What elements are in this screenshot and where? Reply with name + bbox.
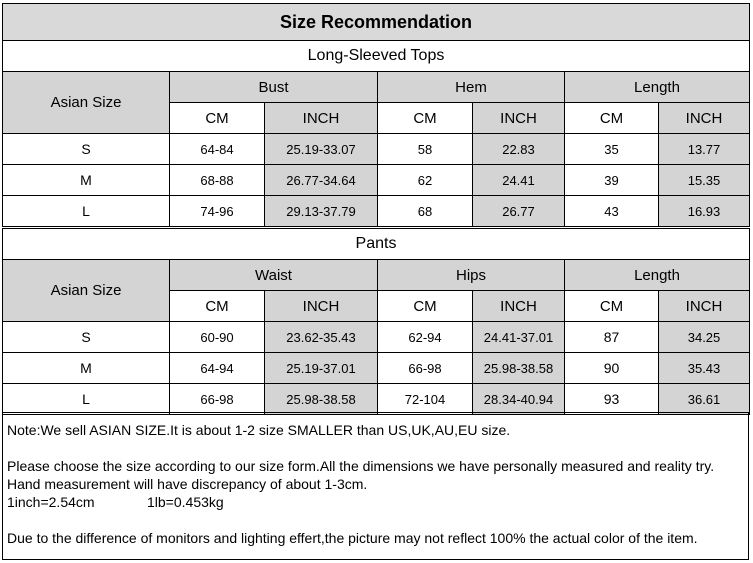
- pants-unit-inch: INCH: [473, 291, 565, 322]
- bust-inch-cell: 25.19-33.07: [265, 134, 378, 165]
- table-row: [3, 165, 750, 196]
- length-cm-cell: 35: [565, 134, 659, 165]
- pants-group-hips: Hips: [378, 260, 565, 291]
- length-inch-cell: 34.25: [659, 322, 750, 353]
- waist-inch-cell: 25.19-37.01: [265, 353, 378, 384]
- pants-unit-cm: CM: [378, 291, 473, 322]
- hips-inch-cell: 28.34-40.94: [473, 384, 565, 415]
- table-row: [3, 384, 750, 415]
- size-cell: L: [3, 384, 170, 415]
- waist-inch-cell: 25.98-38.58: [265, 384, 378, 415]
- hem-cm-cell: 68: [378, 196, 473, 227]
- table-row: [3, 322, 750, 353]
- hem-cm-cell: 62: [378, 165, 473, 196]
- bust-cm-cell: 68-88: [170, 165, 265, 196]
- bust-cm-cell: 74-96: [170, 196, 265, 227]
- size-cell: S: [3, 134, 170, 165]
- tops-unit-cm: CM: [378, 103, 473, 134]
- pants-group-length: Length: [565, 260, 750, 291]
- pants-unit-inch: INCH: [659, 291, 750, 322]
- tops-unit-inch: INCH: [265, 103, 378, 134]
- color-disclaimer-note: Due to the difference of monitors and lighting effert,the picture may not reflect 100% the actual color of the item.: [7, 530, 698, 546]
- size-cell: S: [3, 322, 170, 353]
- length-cm-cell: 39: [565, 165, 659, 196]
- inch-conversion: 1inch=2.54cm: [7, 494, 95, 510]
- size-notes: [2, 412, 749, 560]
- pants-size-table: [2, 228, 750, 415]
- bust-cm-cell: 64-84: [170, 134, 265, 165]
- tops-group-length: Length: [565, 72, 750, 103]
- measurement-discrepancy-note: Hand measurement will have discrepancy of about 1-3cm.: [7, 476, 368, 492]
- size-cell: M: [3, 353, 170, 384]
- length-cm-cell: 93: [565, 384, 659, 415]
- table-row: [3, 196, 750, 227]
- pants-unit-inch: INCH: [265, 291, 378, 322]
- lb-conversion: 1lb=0.453kg: [147, 494, 224, 510]
- size-cell: M: [3, 165, 170, 196]
- length-inch-cell: 13.77: [659, 134, 750, 165]
- asian-size-note: Note:We sell ASIAN SIZE.It is about 1-2 size SMALLER than US,UK,AU,EU size.: [7, 422, 511, 438]
- length-inch-cell: 35.43: [659, 353, 750, 384]
- pants-group-waist: Waist: [170, 260, 378, 291]
- unit-conversion-note: [7, 493, 748, 511]
- tops-size-table: [2, 3, 750, 227]
- pants-unit-cm: CM: [565, 291, 659, 322]
- waist-cm-cell: 66-98: [170, 384, 265, 415]
- pants-size-header: Asian Size: [3, 260, 170, 322]
- length-cm-cell: 90: [565, 353, 659, 384]
- hips-cm-cell: 66-98: [378, 353, 473, 384]
- tops-unit-inch: INCH: [659, 103, 750, 134]
- tops-unit-cm: CM: [565, 103, 659, 134]
- table-row: [3, 134, 750, 165]
- waist-cm-cell: 60-90: [170, 322, 265, 353]
- pants-section-heading: Pants: [3, 229, 750, 260]
- table-row: [3, 353, 750, 384]
- length-cm-cell: 43: [565, 196, 659, 227]
- tops-group-bust: Bust: [170, 72, 378, 103]
- length-inch-cell: 36.61: [659, 384, 750, 415]
- waist-inch-cell: 23.62-35.43: [265, 322, 378, 353]
- waist-cm-cell: 64-94: [170, 353, 265, 384]
- hem-inch-cell: 22.83: [473, 134, 565, 165]
- hips-cm-cell: 62-94: [378, 322, 473, 353]
- tops-unit-cm: CM: [170, 103, 265, 134]
- hips-cm-cell: 72-104: [378, 384, 473, 415]
- tops-group-hem: Hem: [378, 72, 565, 103]
- hips-inch-cell: 25.98-38.58: [473, 353, 565, 384]
- size-cell: L: [3, 196, 170, 227]
- hem-cm-cell: 58: [378, 134, 473, 165]
- tops-section-heading: Long-Sleeved Tops: [3, 41, 750, 72]
- size-form-note: Please choose the size according to our size form.All the dimensions we have personally measured and reality try.: [7, 458, 715, 474]
- hem-inch-cell: 26.77: [473, 196, 565, 227]
- length-inch-cell: 16.93: [659, 196, 750, 227]
- hem-inch-cell: 24.41: [473, 165, 565, 196]
- hips-inch-cell: 24.41-37.01: [473, 322, 565, 353]
- bust-inch-cell: 26.77-34.64: [265, 165, 378, 196]
- bust-inch-cell: 29.13-37.79: [265, 196, 378, 227]
- pants-unit-cm: CM: [170, 291, 265, 322]
- chart-title: Size Recommendation: [3, 4, 750, 41]
- length-inch-cell: 15.35: [659, 165, 750, 196]
- tops-size-header: Asian Size: [3, 72, 170, 134]
- length-cm-cell: 87: [565, 322, 659, 353]
- tops-unit-inch: INCH: [473, 103, 565, 134]
